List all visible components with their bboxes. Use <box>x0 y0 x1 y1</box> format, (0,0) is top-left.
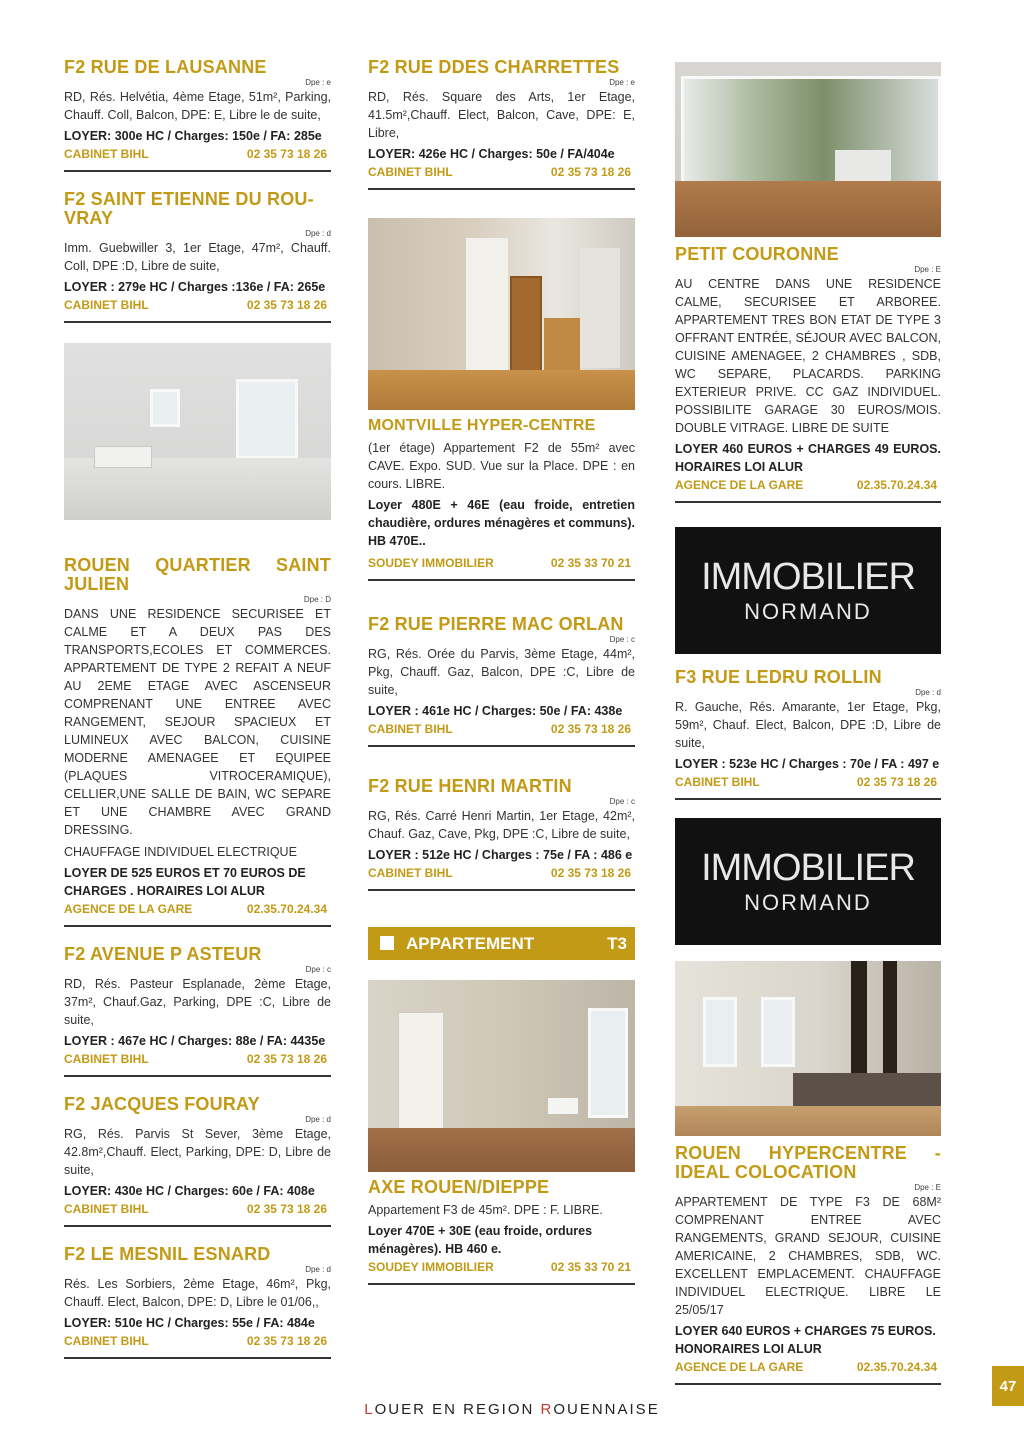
listing-rent: LOYER DE 525 EUROS ET 70 EUROS DE CHARGES . HORAIRES LOI ALUR <box>64 866 306 898</box>
dpe-label: Dpe : e <box>305 78 331 87</box>
agency-line <box>64 1334 331 1349</box>
agency-line <box>675 478 941 493</box>
listing-title: MONTVILLE HYPER-CENTRE <box>368 417 596 434</box>
listing <box>64 1245 331 1359</box>
agency-name: CABINET BIHL <box>64 1334 149 1348</box>
agency-phone: 02 35 73 18 26 <box>246 147 327 161</box>
dpe-label: Dpe : D <box>303 595 331 604</box>
agency-phone: 02 35 73 18 26 <box>856 775 937 789</box>
agency-line <box>368 1260 635 1275</box>
banner-label-group <box>380 934 534 954</box>
listing <box>368 777 635 891</box>
listing-description: RG, Rés. Orée du Parvis, 3ème Etage, 44m², Pkg, Chauff. Gaz, Balcon, DPE :C, Libre de suite, <box>368 647 635 697</box>
listing-rent: LOYER : 279e HC / Charges :136e / FA: 265e <box>64 280 326 294</box>
apartment-photo <box>368 218 635 410</box>
dpe-label: Dpe : E <box>914 265 941 274</box>
column-right <box>675 62 941 1403</box>
agency-phone: 02 35 73 18 26 <box>246 1334 327 1348</box>
listing <box>64 945 331 1077</box>
footer-letter: R <box>540 1401 554 1418</box>
listing-title: F3 RUE LEDRU ROLLIN <box>675 667 882 687</box>
listing-description: RD, Rés. Pasteur Esplanade, 2ème Etage, 37m², Chauf.Gaz, Parking, DPE :C, Libre de suite, <box>64 977 331 1027</box>
footer-letter: L <box>364 1401 375 1418</box>
listing <box>64 58 331 172</box>
listing-rent: LOYER : 512e HC / Charges : 75e / FA : 486 e <box>368 848 633 862</box>
listing-description: R. Gauche, Rés. Amarante, 1er Etage, Pkg, 59m², Chauf. Elect, Balcon, DPE :D, Libre de suite, <box>675 700 941 750</box>
listing-rent: LOYER : 461e HC / Charges: 50e / FA: 438e <box>368 704 623 718</box>
dpe-label: Dpe : c <box>609 797 635 806</box>
agency-line <box>64 298 331 313</box>
agency-phone: 02 35 33 70 21 <box>550 1260 631 1274</box>
listing-rent: LOYER: 300e HC / Charges: 150e / FA: 285e <box>64 129 322 143</box>
page-number: 47 <box>992 1366 1024 1406</box>
listing-description: AU CENTRE DANS UNE RESIDENCE CALME, SECURISEE ET ARBOREE. APPARTEMENT TRES BON ETAT DE TYPE 3 OFFRANT ENTRÉE, SÉJOUR AVEC BALCON, CUISINE AMENAGEE, 2 CHAMBRES , SDB, WC SEPARE, PLACARDS. PARKING EXTERIEUR PRIVE. CC GAZ INDIVIDUEL. POSSIBILITE GARAGE 30 EUROS/MOIS. DOUBLE VITRAGE. LIBRE DE SUITE <box>675 277 941 435</box>
listing-rent: LOYER 460 EUROS + CHARGES 49 EUROS. HORAIRES LOI ALUR <box>675 442 941 474</box>
dpe-label: Dpe : d <box>305 1265 331 1274</box>
agency-line <box>64 1202 331 1217</box>
listing-description: RD, Rés. Square des Arts, 1er Etage, 41.5m²,Chauff. Elect, Balcon, Cave, DPE: E, Libre, <box>368 90 635 140</box>
listing-rent: LOYER: 510e HC / Charges: 55e / FA: 484e <box>64 1316 315 1330</box>
agency-phone: 02 35 73 18 26 <box>246 1202 327 1216</box>
listing-title: ROUEN HYPERCENTRE - IDEAL COLOCATION <box>675 1143 941 1182</box>
listing <box>64 1095 331 1227</box>
agency-name: CABINET BIHL <box>675 775 760 789</box>
listing-rent: Loyer 480E + 46E (eau froide, entretien chaudière, ordures ménagères et communs). HB 470E.. <box>368 498 635 548</box>
apartment-photo <box>368 980 635 1172</box>
listing-title: F2 RUE PIERRE MAC ORLAN <box>368 614 624 634</box>
listing-rent: LOYER: 426e HC / Charges: 50e / FA/404e <box>368 147 615 161</box>
logo-line2: NORMAND <box>744 889 872 915</box>
listing-description: RG, Rés. Parvis St Sever, 3ème Etage, 42.8m²,Chauff. Elect, Parking, DPE: D, Libre de suite, <box>64 1127 331 1177</box>
agency-line <box>368 722 635 737</box>
column-middle <box>368 58 635 1303</box>
dpe-label: Dpe : d <box>305 229 331 238</box>
dpe-label: Dpe : c <box>305 965 331 974</box>
listing-rent: Loyer 470E + 30E (eau froide, ordures ménagères). HB 460 e. <box>368 1224 593 1256</box>
agency-line <box>368 866 635 881</box>
listing-title: F2 LE MESNIL ESNARD <box>64 1244 271 1264</box>
agency-line <box>64 1052 331 1067</box>
logo-line2: NORMAND <box>744 598 872 624</box>
listing-title: PETIT COURONNE <box>675 244 839 264</box>
listing-description-extra: CHAUFFAGE INDIVIDUEL ELECTRIQUE <box>64 845 297 859</box>
listing-title: F2 RUE DE LAUSANNE <box>64 57 267 77</box>
listing-description: Rés. Les Sorbiers, 2ème Etage, 46m², Pkg, Chauff. Elect, Balcon, DPE: D, Libre le 01/06,, <box>64 1277 331 1309</box>
listing-title: F2 JACQUES FOURAY <box>64 1094 260 1114</box>
agency-name: AGENCE DE LA GARE <box>64 902 193 916</box>
agency-line <box>675 775 941 790</box>
agency-line <box>64 902 331 917</box>
listing-title: AXE ROUEN/DIEPPE <box>368 1177 550 1197</box>
listing-description: (1er étage) Appartement F2 de 55m² avec CAVE. Expo. SUD. Vue sur la Place. DPE : en cours. LIBRE. <box>368 441 635 491</box>
agency-phone: 02.35.70.24.34 <box>246 902 327 916</box>
agency-line <box>675 1360 941 1375</box>
banner-label: APPARTEMENT <box>406 933 535 953</box>
listing-rent: LOYER : 523e HC / Charges : 70e / FA : 497 e <box>675 757 940 771</box>
dpe-label: Dpe : d <box>305 1115 331 1124</box>
listing-title: F2 RUE DDES CHARRETTES <box>368 57 620 77</box>
agency-name: CABINET BIHL <box>64 1052 149 1066</box>
agency-phone: 02 35 73 18 26 <box>246 1052 327 1066</box>
listing-rent: LOYER: 430e HC / Charges: 60e / FA: 408e <box>64 1184 315 1198</box>
agency-name: SOUDEY IMMOBILIER <box>368 1260 494 1274</box>
agency-name: AGENCE DE LA GARE <box>675 1360 804 1374</box>
footer-text: OUENNAISE <box>553 1401 660 1418</box>
agency-phone: 02.35.70.24.34 <box>856 478 937 492</box>
agency-name: SOUDEY IMMOBILIER <box>368 556 494 570</box>
listing <box>368 615 635 747</box>
listing <box>64 556 331 927</box>
listing <box>368 58 635 190</box>
listing-description: APPARTEMENT DE TYPE F3 DE 68M² COMPRENANT ENTREE AVEC RANGEMENTS, GRAND SEJOUR, CUISINE AMERICAINE, 2 CHAMBRES, SDB, WC. EXCELLENT EMPLACEMENT. CHAUFFAGE INDIVIDUEL ELECTRIQUE. LIBRE LE 25/05/17 <box>675 1195 941 1317</box>
agency-name: CABINET BIHL <box>368 165 453 179</box>
logo-line1: IMMOBILIER <box>701 555 915 598</box>
dpe-label: Dpe : E <box>914 1183 941 1192</box>
immobilier-normand-logo <box>675 818 941 945</box>
listing-description: DANS UNE RESIDENCE SECURISEE ET CALME ET A DEUX PAS DES TRANSPORTS,ECOLES ET COMMERCES. APPARTEMENT DE TYPE 2 REFAIT A NEUF AU 2EME ETAGE AVEC ASCENSEUR COMPRENANT UNE ENTREE AVEC RANGEMENT, SEJOUR SPACIEUX ET LUMINEUX AVEC BALCON, CUISINE MODERNE AMENAGEE ET EQUIPEE (PLAQUES VITROCERAMIQUE), CELLIER,UNE SALLE DE BAIN, WC SEPARE ET UNE CHAMBRE AVEC GRAND DRESSING. <box>64 607 331 837</box>
footer-text: OUER EN REGION <box>374 1401 541 1418</box>
immobilier-normand-logo <box>675 527 941 654</box>
listing-description: RD, Rés. Helvétia, 4ème Etage, 51m², Parking, Chauff. Coll, Balcon, DPE: E, Libre le de suite, <box>64 90 331 122</box>
agency-phone: 02 35 73 18 26 <box>550 165 631 179</box>
listing-title: ROUEN QUARTIER SAINT JULIEN <box>64 555 331 594</box>
page-footer <box>0 1401 1024 1418</box>
apartment-photo <box>64 343 331 520</box>
agency-name: CABINET BIHL <box>64 147 149 161</box>
listing <box>368 416 635 581</box>
logo-line1: IMMOBILIER <box>701 846 915 889</box>
agency-name: CABINET BIHL <box>368 866 453 880</box>
agency-phone: 02 35 73 18 26 <box>550 722 631 736</box>
dpe-label: Dpe : d <box>915 688 941 697</box>
agency-line <box>64 147 331 162</box>
agency-name: AGENCE DE LA GARE <box>675 478 804 492</box>
dpe-label: Dpe : e <box>609 78 635 87</box>
agency-name: CABINET BIHL <box>64 1202 149 1216</box>
listing <box>368 1178 635 1285</box>
apartment-photo <box>675 961 941 1136</box>
agency-phone: 02.35.70.24.34 <box>856 1360 937 1374</box>
banner-type: T3 <box>607 933 627 953</box>
listing-title: F2 RUE HENRI MARTIN <box>368 776 572 796</box>
agency-phone: 02 35 73 18 26 <box>550 866 631 880</box>
agency-line <box>368 165 635 180</box>
dpe-label: Dpe : c <box>609 635 635 644</box>
listing-description: Appartement F3 de 45m². DPE : F. LIBRE. <box>368 1203 603 1217</box>
listing-description: Imm. Guebwiller 3, 1er Etage, 47m², Chauff. Coll, DPE :D, Libre de suite, <box>64 241 331 273</box>
listing-rent: LOYER 640 EUROS + CHARGES 75 EUROS. HONORAIRES LOI ALUR <box>675 1324 936 1356</box>
listing <box>675 1144 941 1385</box>
listing-description: RG, Rés. Carré Henri Martin, 1er Etage, 42m², Chauf. Gaz, Cave, Pkg, DPE :C, Libre de suite, <box>368 809 635 841</box>
column-left <box>64 58 331 1377</box>
agency-name: CABINET BIHL <box>64 298 149 312</box>
section-banner <box>368 927 635 960</box>
listing <box>675 668 941 800</box>
apartment-photo <box>675 62 941 237</box>
listing <box>675 245 941 503</box>
agency-phone: 02 35 33 70 21 <box>550 556 631 570</box>
listing <box>64 190 331 323</box>
listing-rent: LOYER : 467e HC / Charges: 88e / FA: 4435e <box>64 1034 326 1048</box>
square-icon <box>380 936 394 950</box>
listing-title: F2 SAINT ETIENNE DU ROU-VRAY <box>64 189 314 228</box>
agency-name: CABINET BIHL <box>368 722 453 736</box>
agency-line <box>368 556 635 571</box>
listing-title: F2 AVENUE P ASTEUR <box>64 944 262 964</box>
agency-phone: 02 35 73 18 26 <box>246 298 327 312</box>
